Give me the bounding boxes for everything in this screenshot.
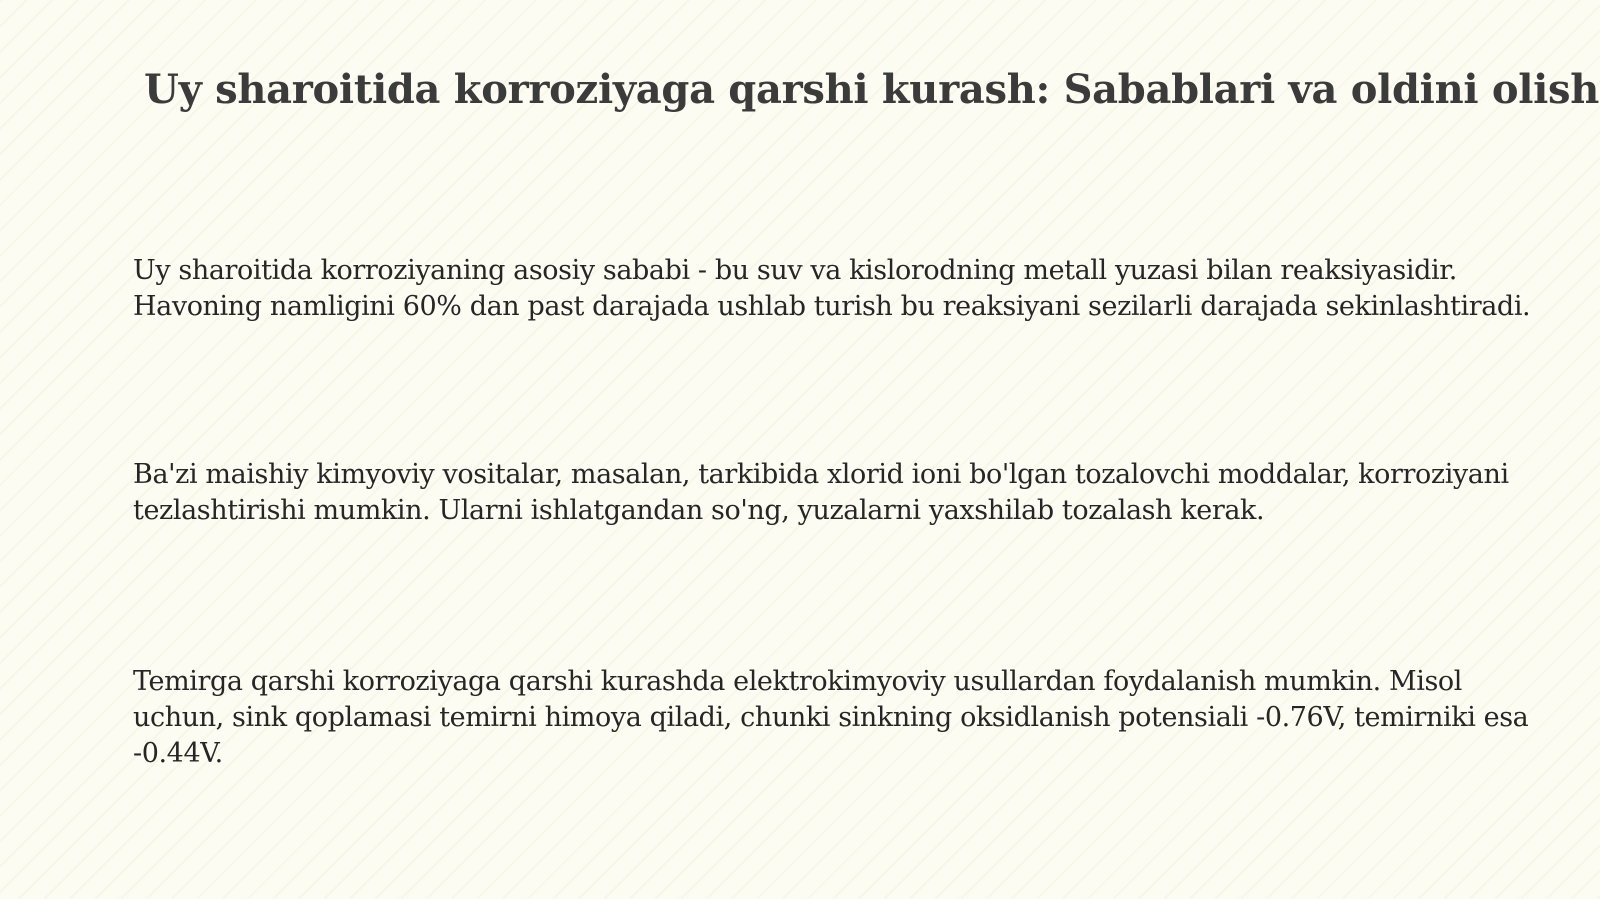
- paragraph-chemicals: Ba'zi maishiy kimyoviy vositalar, masalan, tarkibida xlorid ioni bo'lgan tozalovchi moddalar, korroziyani tezlashtirishi mumkin. Ularni ishlatgandan so'ng, yuzalarni yaxshilab tozalash kerak.: [133, 459, 1509, 526]
- paragraph-electrochemical: Temirga qarshi korroziyaga qarshi kurashda elektrokimyoviy usullardan foydalanish mumkin. Misol uchun, sink qoplamasi temirni himoya qiladi, chunki sinkning oksidlanish potensiali -0.76V, temirniki esa -0.44V.: [133, 666, 1529, 769]
- slide-title: Uy sharoitida korroziyaga qarshi kurash: Sabablari va oldini olish: [144, 66, 1600, 113]
- paragraph-causes: Uy sharoitida korroziyaning asosiy sababi - bu suv va kislorodning metall yuzasi bilan reaksiyasidir. Havoning namligini 60% dan past darajada ushlab turish bu reaksiyani sezilarli darajada sekinlashtiradi.: [133, 255, 1531, 322]
